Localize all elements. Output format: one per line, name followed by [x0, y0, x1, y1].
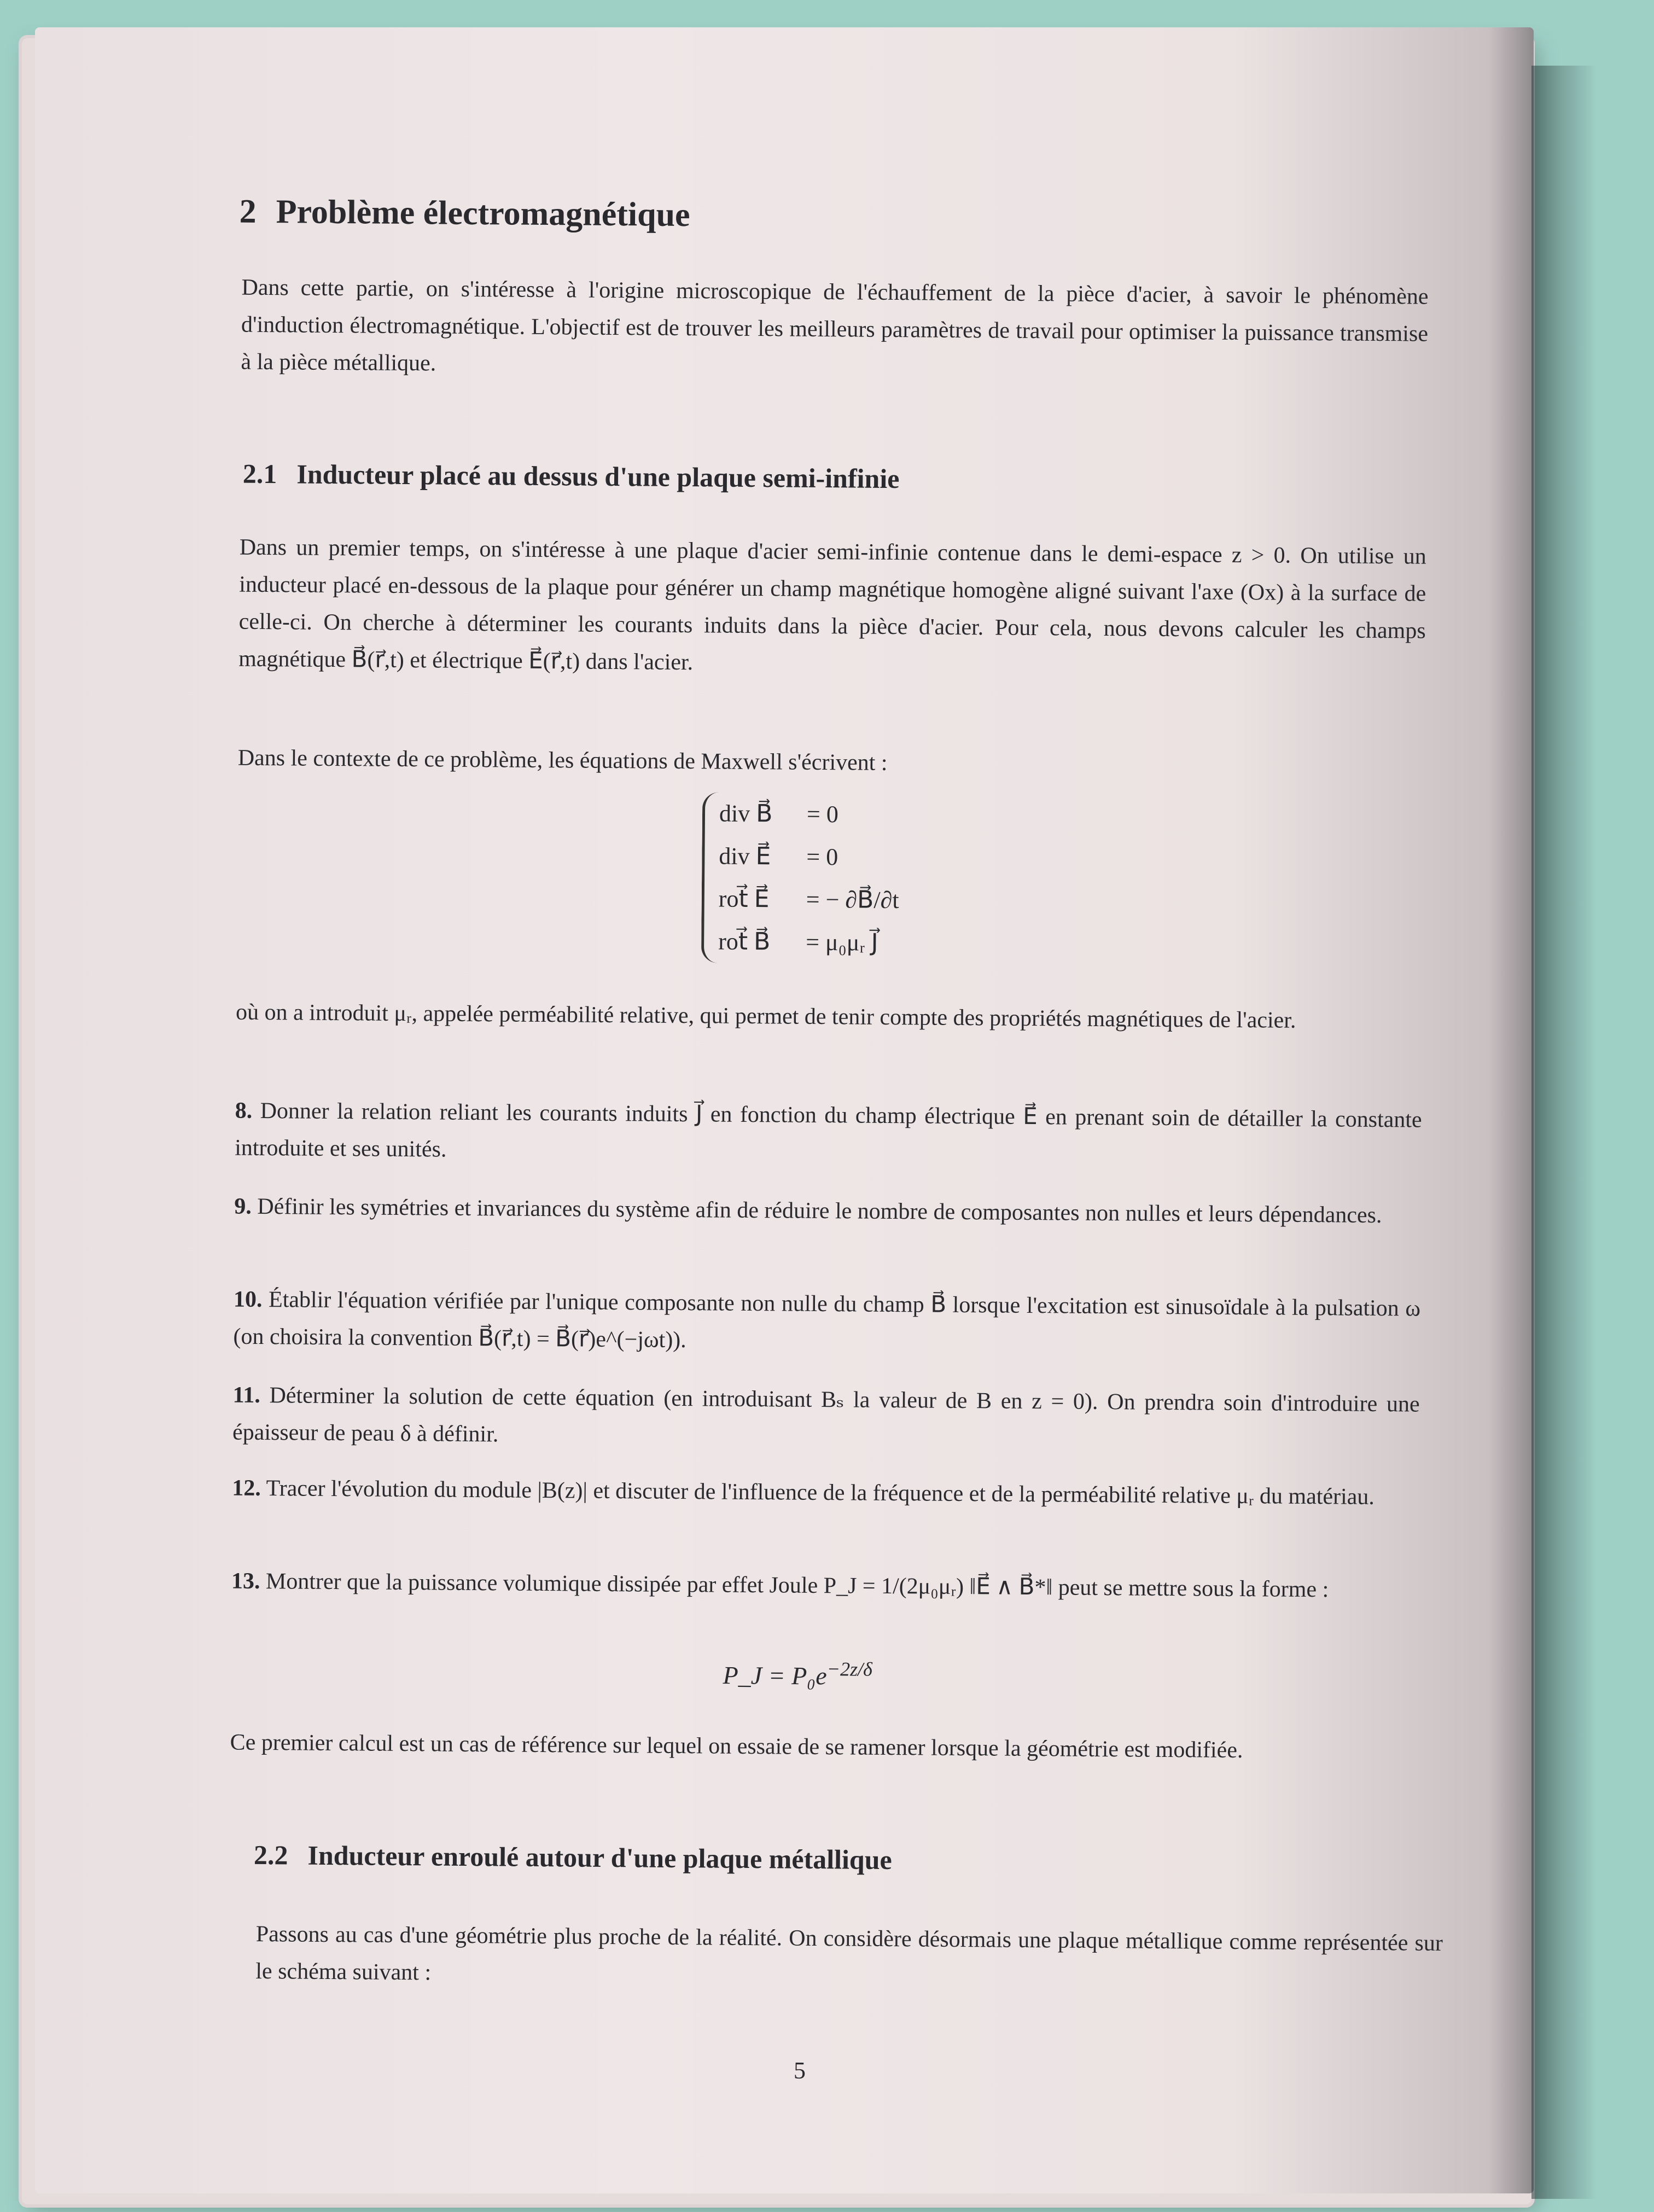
- joule-formula: [723, 1657, 872, 1691]
- question-text: Donner la relation reliant les courants induits J⃗ en fonction du champ électrique E⃗ en prenant soin de détailler la constante introduite et ses unités.: [235, 1098, 1422, 1162]
- subsection-number: 2.1: [242, 458, 277, 490]
- question-8: [235, 1092, 1422, 1176]
- subsection-heading-2-1: [243, 458, 900, 494]
- equation-rhs: = μ₀μᵣ J⃗: [805, 928, 878, 956]
- equation-lhs: div B⃗: [719, 800, 773, 828]
- question-10: [233, 1281, 1420, 1365]
- subsection-paragraph: Dans un premier temps, on s'intéresse à une plaque d'acier semi-infinie contenue dans le demi-espace z > 0. On utilise un inducteur placé en-dessous de la plaque pour générer un champ magnétique homogène aligné suivant l'axe (Ox) à la surface de celle-ci. On cherche à déterminer les courants induits dans la pièce d'acier. Pour cela, nous devons calculer les champs magnétique B⃗(r⃗,t) et électrique E⃗(r⃗,t) dans l'acier.: [238, 534, 1426, 676]
- maxwell-intro: Dans le contexte de ce problème, les équations de Maxwell s'écrivent :: [237, 745, 888, 776]
- equation-row: [719, 835, 899, 880]
- question-13: [231, 1563, 1418, 1609]
- mu-paragraph: où on a introduit μᵣ, appelée perméabilité relative, qui permet de tenir compte des propriétés magnétiques de l'acier.: [235, 999, 1296, 1033]
- equation-row: [718, 878, 899, 922]
- equation-rhs: = 0: [806, 800, 839, 828]
- equation-row: [719, 793, 900, 837]
- question-number: 8.: [235, 1098, 253, 1124]
- maxwell-equations: [701, 792, 900, 964]
- equation-lhs: rot⃗ E⃗: [718, 885, 770, 913]
- question-number: 12.: [232, 1475, 261, 1501]
- question-text: Montrer que la puissance volumique dissipée par effet Joule P_J = 1/(2μ₀μᵣ) ‖E⃗ ∧ B⃗*‖ peut se mettre sous la forme :: [265, 1569, 1329, 1603]
- question-text: Déterminer la solution de cette équation (en introduisant Bₛ la valeur de B en z = 0). On prendra soin d'introduire une épaisseur de peau δ à définir.: [232, 1383, 1420, 1447]
- question-text: Établir l'équation vérifiée par l'unique composante non nulle du champ B⃗ lorsque l'excitation est sinusoïdale à la pulsation ω (on choisira la convention B⃗(r⃗,t) = B⃗(r⃗)e^(−jωt)).: [233, 1287, 1421, 1353]
- page-number: 5: [793, 2057, 806, 2084]
- question-number: 11.: [232, 1382, 261, 1408]
- equation-rhs: = 0: [806, 843, 838, 871]
- question-11: [232, 1377, 1420, 1460]
- subsection-number: 2.2: [253, 1839, 288, 1871]
- equation-rhs: = − ∂B⃗/∂t: [806, 886, 899, 914]
- subsection-title: Inducteur placé au dessus d'une plaque semi-infinie: [296, 458, 900, 494]
- question-number: 13.: [231, 1568, 260, 1594]
- equation-lhs: rot⃗ B⃗: [718, 928, 771, 956]
- question-12: [232, 1470, 1419, 1516]
- section-number: 2: [239, 193, 257, 230]
- reference-paragraph: Ce premier calcul est un cas de référence sur lequel on essaie de se ramener lorsque la géométrie est modifiée.: [230, 1730, 1243, 1763]
- formula-lhs: P_J = P₀e: [723, 1661, 827, 1690]
- question-number: 10.: [233, 1287, 263, 1312]
- section-title: Problème électromagnétique: [276, 193, 690, 234]
- equation-lhs: div E⃗: [719, 842, 771, 870]
- intro-paragraph: Dans cette partie, on s'intéresse à l'origine microscopique de l'échauffement de la pièce d'acier, à savoir le phénomène d'induction électromagnétique. L'objectif est de trouver les meilleurs paramètres de travail pour optimiser la puissance transmise à la pièce métallique.: [241, 275, 1429, 376]
- equation-row: [718, 921, 899, 965]
- subsection-heading-2-2: [254, 1839, 892, 1876]
- question-text: Définir les symétries et invariances du système afin de réduire le nombre de composantes non nulles et leurs dépendances.: [257, 1194, 1382, 1229]
- subsection-title: Inducteur enroulé autour d'une plaque métallique: [307, 1840, 892, 1876]
- subsection-2-2-paragraph: Passons au cas d'une géométrie plus proche de la réalité. On considère désormais une plaque métallique comme représentée sur le schéma suivant :: [255, 1921, 1443, 1986]
- section-heading: [239, 193, 690, 235]
- formula-exponent: −2z/δ: [826, 1658, 873, 1680]
- question-9: [234, 1188, 1421, 1235]
- question-text: Tracer l'évolution du module |B(z)| et discuter de l'influence de la fréquence et de la perméabilité relative μᵣ du matériau.: [266, 1476, 1375, 1510]
- question-number: 9.: [234, 1194, 252, 1219]
